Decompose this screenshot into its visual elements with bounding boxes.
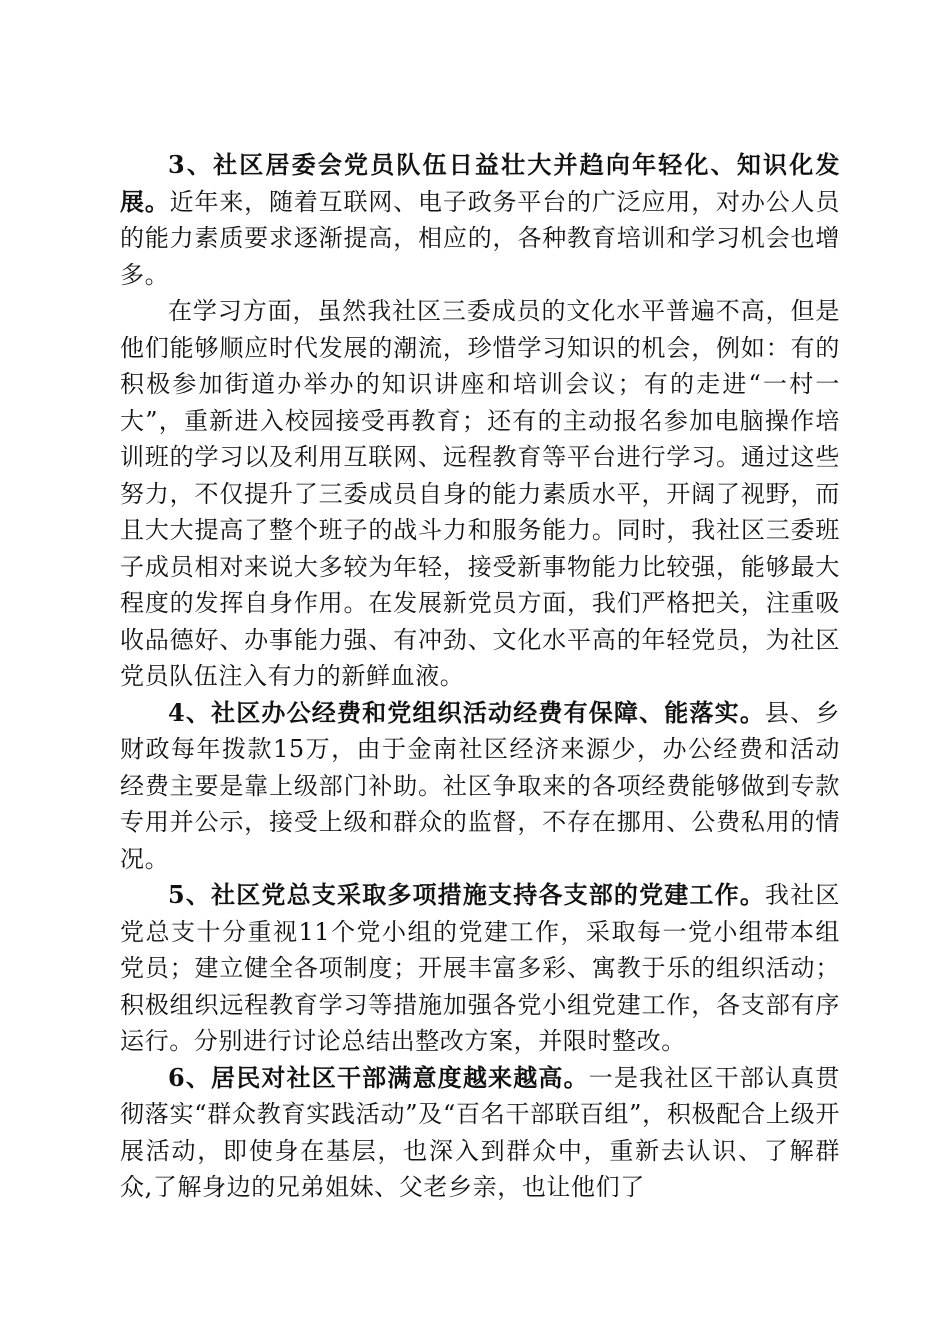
paragraph-4-heading: 4、社区办公经费和党组织活动经费有保障、能落实。 [168, 697, 766, 727]
paragraph-3-body: 近年来，随着互联网、电子政务平台的广泛应用，对办公人员的能力素质要求逐渐提高，相应的，各种教育培训和学习机会也增多。 [120, 187, 840, 289]
paragraph-6-body: 一是我社区干部认真贯彻落实“群众教育实践活动”及“百名干部联百组”，积极配合上级开展活动，即使身在基层，也深入到群众中，重新去认识、了解群众,了解身边的兄弟姐妹、父老乡亲，也让他们了 [120, 1063, 841, 1201]
paragraph-5-heading: 5、社区党总支采取多项措施支持各支部的党建工作。 [168, 880, 766, 909]
paragraph-3-heading: 3、社区居委会党员队伍日益壮大并趋向年轻化、知识化发展。 [120, 150, 840, 216]
document-page [120, 147, 840, 1206]
paragraph-6-heading: 6、居民对社区干部满意度越来越高。 [168, 1062, 589, 1092]
paragraph-5 [120, 877, 840, 1060]
paragraph-4-body: 县、乡财政每年拨款15万，由于金南社区经济来源少，办公经费和活动经费主要是靠上级部门补助。社区争取来的各项经费能够做到专款专用并公示，接受上级和群众的监督，不存在挪用、公费私用的情况。 [120, 698, 840, 873]
paragraph-study-body: 在学习方面，虽然我社区三委成员的文化水平普遍不高，但是他们能够顺应时代发展的潮流，珍惜学习知识的机会，例如：有的积极参加街道办举办的知识讲座和培训会议；有的走进“一村一大”，重新进入校园接受再教育；还有的主动报名参加电脑操作培训班的学习以及利用互联网、远程教育等平台进行学习。通过这些努力，不仅提升了三委成员自身的能力素质水平，开阔了视野，而且大大提高了整个班子的战斗力和服务能力。同时，我社区三委班子成员相对来说大多较为年轻，接受新事物能力比较强，能够最大程度的发挥自身作用。在发展新党员方面，我们严格把关，注重吸收品德好、办事能力强、有冲劲、文化水平高的年轻党员，为社区党员队伍注入有力的新鲜血液。 [120, 297, 840, 690]
paragraph-3 [120, 147, 840, 293]
paragraph-6 [120, 1060, 840, 1206]
paragraph-5-body: 我社区党总支十分重视11个党小组的党建工作，采取每一党小组带本组党员；建立健全各项制度；开展丰富多彩、寓教于乐的组织活动；积极组织远程教育学习等措施加强各党小组党建工作，各支部有序运行。分别进行讨论总结出整改方案，并限时整改。 [120, 881, 840, 1055]
paragraph-study [120, 293, 840, 695]
paragraph-4 [120, 695, 840, 878]
